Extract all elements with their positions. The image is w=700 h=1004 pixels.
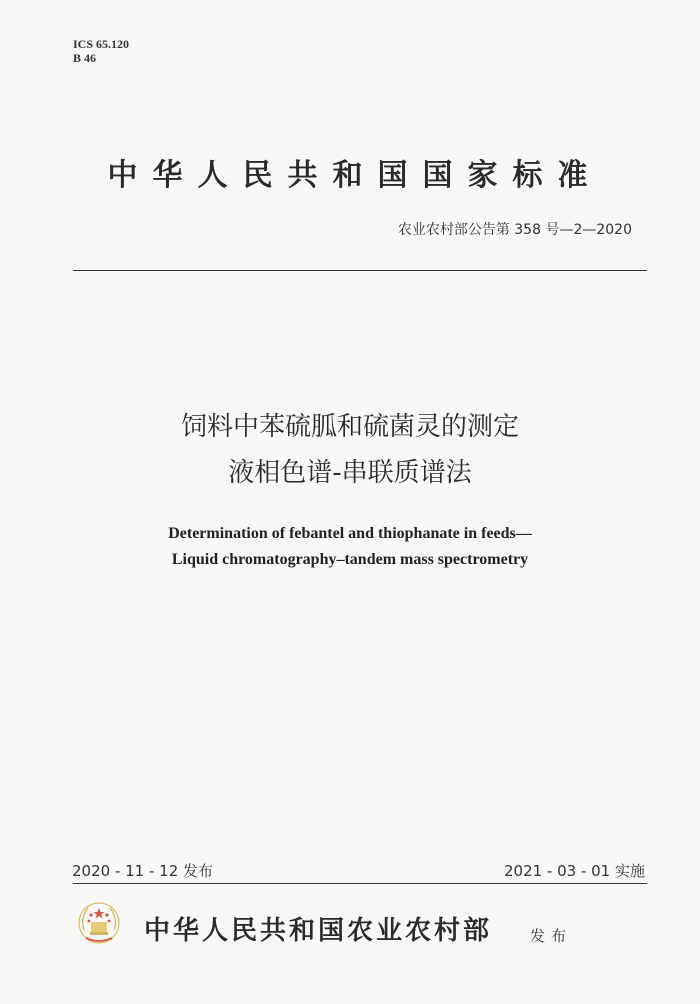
top-divider — [73, 270, 647, 271]
standard-type-title: 中华人民共和国国家标准 — [107, 158, 603, 193]
chinese-title-line-2: 液相色谱-串联质谱法 — [228, 458, 472, 488]
classification-block — [73, 37, 129, 65]
issuing-authority-suffix: 发布 — [530, 927, 573, 945]
english-title-line-2: Liquid chromatography–tandem mass spectrometry — [171, 551, 529, 568]
category-code: B 46 — [73, 51, 97, 65]
national-emblem-icon — [76, 900, 122, 946]
ics-code: ICS 65.120 — [73, 37, 130, 51]
release-date: 2020 - 11 - 12 发布 — [72, 862, 214, 880]
implementation-date: 2021 - 03 - 01 实施 — [503, 862, 645, 880]
english-title-line-1: Determination of febantel and thiophanate in feeds— — [168, 525, 532, 542]
chinese-title-line-1: 饲料中苯硫胍和硫菌灵的测定 — [180, 412, 519, 442]
english-title — [0, 521, 700, 573]
bottom-divider — [73, 883, 647, 884]
chinese-title — [0, 404, 700, 496]
issuing-authority: 中华人民共和国农业农村部 — [144, 916, 493, 946]
standard-number: 农业农村部公告第 358 号—2—2020 — [397, 222, 632, 238]
